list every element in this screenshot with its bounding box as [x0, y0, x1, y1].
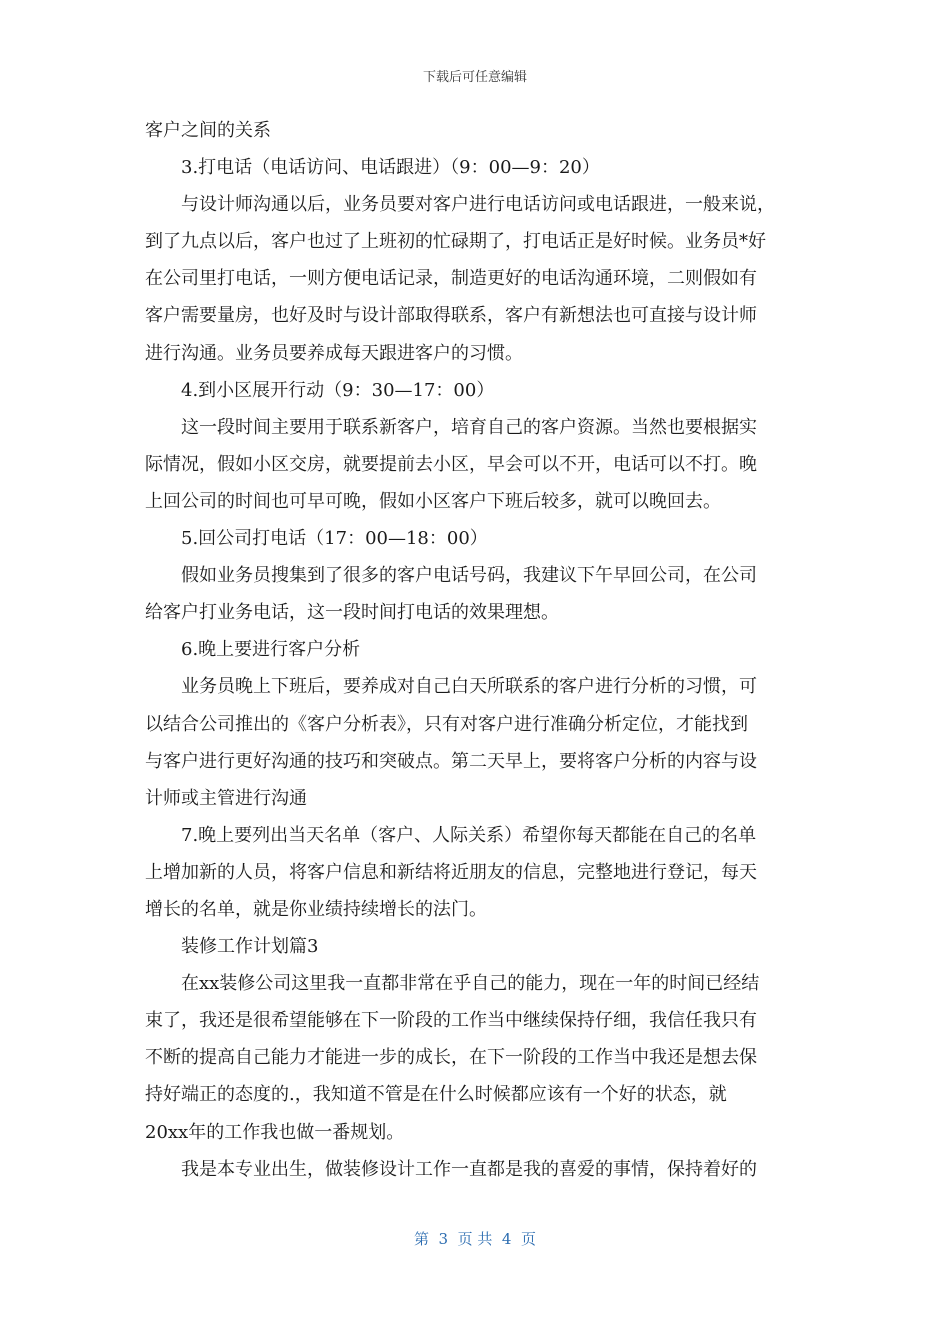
- text-line: 7.晚上要列出当天名单（客户、人际关系）希望你每天都能在自己的名单: [181, 824, 757, 846]
- text-line: 持好端正的态度的.，我知道不管是在什么时候都应该有一个好的状态，就: [145, 1084, 727, 1106]
- text-line: 业务员晚上下班后，要养成对自己白天所联系的客户进行分析的习惯，可: [181, 676, 757, 698]
- text-line: 客户需要量房，也好及时与设计部取得联系，客户有新想法也可直接与设计师: [145, 305, 757, 327]
- text-line: 我是本专业出生，做装修设计工作一直都是我的喜爱的事情，保持着好的: [181, 1158, 757, 1180]
- text-line: 不断的提高自己能力才能进一步的成长，在下一阶段的工作当中我还是想去保: [145, 1047, 757, 1069]
- text-line: 5.回公司打电话（17：00—18：00）: [181, 528, 488, 550]
- text-line: 3.打电话（电话访问、电话跟进）（9：00—9：20）: [181, 157, 600, 179]
- text-line: 装修工作计划篇3: [181, 936, 319, 958]
- text-line: 计师或主管进行沟通: [145, 787, 307, 809]
- text-line: 上回公司的时间也可早可晚，假如小区客户下班后较多，就可以晚回去。: [145, 490, 721, 512]
- page-footer: 第 3 页 共 4 页: [414, 1230, 536, 1248]
- text-line: 假如业务员搜集到了很多的客户电话号码，我建议下午早回公司，在公司: [181, 565, 757, 587]
- text-line: 进行沟通。业务员要养成每天跟进客户的习惯。: [145, 342, 523, 364]
- text-line: 增长的名单，就是你业绩持续增长的法门。: [145, 898, 487, 920]
- text-line: 6.晚上要进行客户分析: [181, 639, 361, 661]
- text-line: 客户之间的关系: [145, 120, 271, 141]
- text-line: 束了，我还是很希望能够在下一阶段的工作当中继续保持仔细，我信任我只有: [145, 1010, 757, 1032]
- text-line: 上增加新的人员，将客户信息和新结将近朋友的信息，完整地进行登记，每天: [145, 861, 757, 883]
- text-line: 这一段时间主要用于联系新客户，培育自己的客户资源。当然也要根据实: [181, 416, 757, 438]
- page-header: 下载后可任意编辑: [422, 70, 527, 85]
- text-line: 际情况，假如小区交房，就要提前去小区，早会可以不开，电话可以不打。晚: [145, 453, 757, 475]
- text-line: 在xx装修公司这里我一直都非常在乎自己的能力，现在一年的时间已经结: [181, 973, 760, 995]
- document-body: [145, 112, 800, 1188]
- text-line: 在公司里打电话，一则方便电话记录，制造更好的电话沟通环境，二则假如有: [145, 268, 757, 290]
- text-line: 20xx年的工作我也做一番规划。: [145, 1121, 405, 1143]
- text-line: 到了九点以后，客户也过了上班初的忙碌期了，打电话正是好时候。业务员*好: [145, 231, 766, 253]
- text-line: 以结合公司推出的《客户分析表》，只有对客户进行准确分析定位，才能找到: [145, 713, 748, 735]
- text-line: 4.到小区展开行动（9：30—17：00）: [181, 379, 495, 401]
- text-line: 与客户进行更好沟通的技巧和突破点。第二天早上，要将客户分析的内容与设: [145, 750, 757, 772]
- text-line: 与设计师沟通以后，业务员要对客户进行电话访问或电话跟进，一般来说，: [181, 194, 775, 216]
- text-line: 给客户打业务电话，这一段时间打电话的效果理想。: [145, 602, 559, 624]
